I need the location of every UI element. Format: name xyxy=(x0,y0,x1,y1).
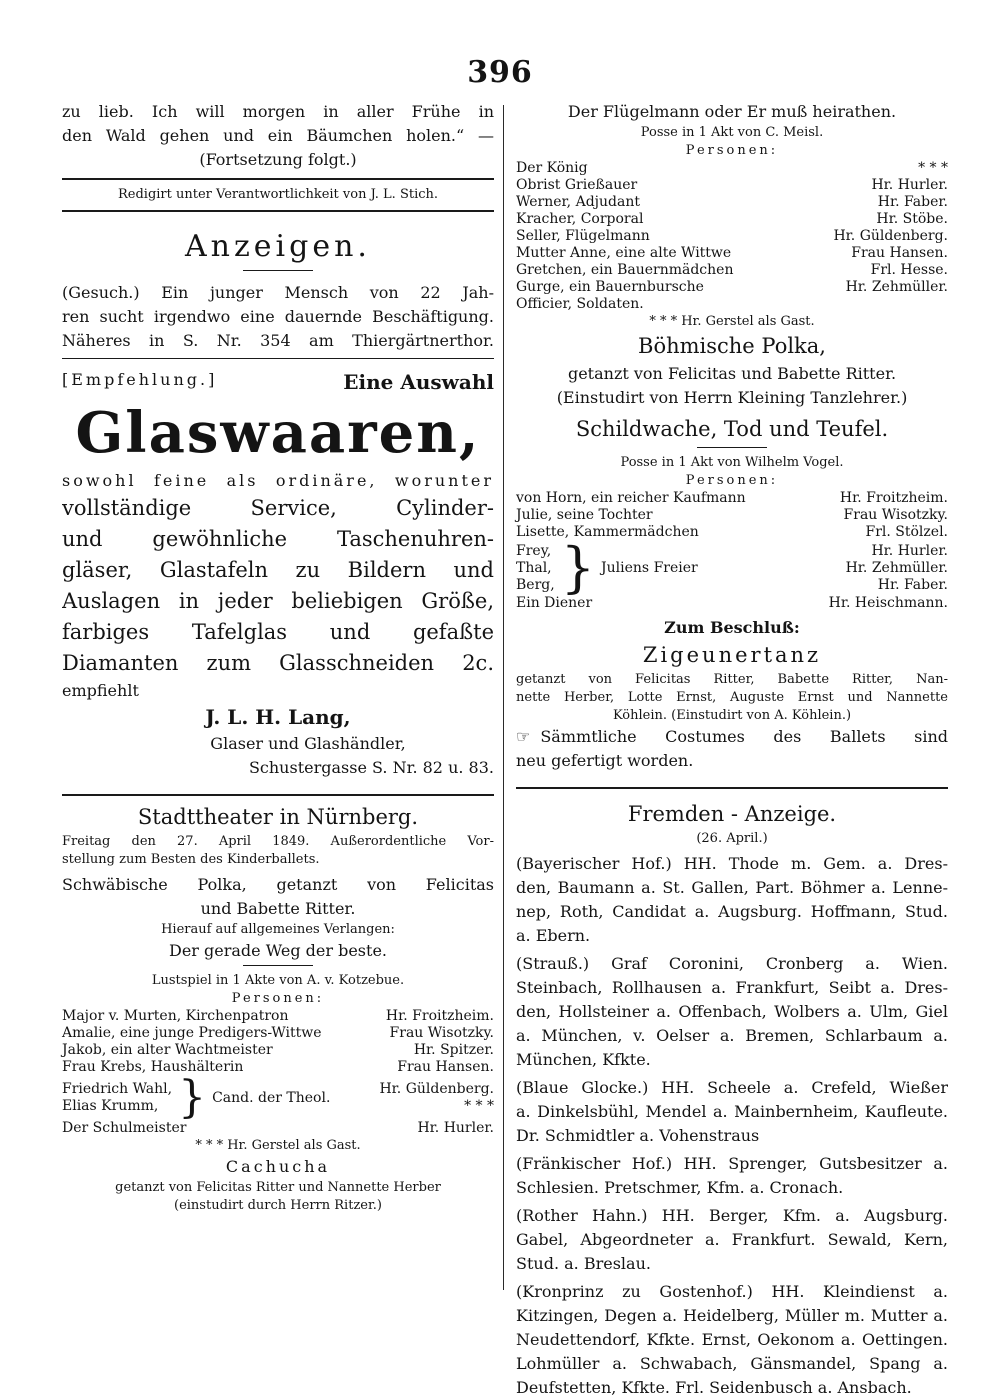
visitors-date: (26. April.) xyxy=(696,831,768,846)
pointing-hand-icon: ☞ xyxy=(516,727,531,746)
hotel-entry: (Fränkischer Hof.) HH. Sprenger, Gutsbesitzer a. xyxy=(516,1154,948,1173)
cast-row xyxy=(62,1042,494,1059)
cast-actor: Hr. Faber. xyxy=(877,194,948,210)
cast-row xyxy=(516,490,948,507)
story-text: zu lieb. Ich will morgen in aller Frühe in xyxy=(62,102,494,121)
cast-group-role: Cand. der Theol. xyxy=(212,1089,331,1106)
cast-role: Ein Diener xyxy=(516,595,593,611)
cast-actor: Frau Wisotzky. xyxy=(389,1025,494,1041)
cast-actor: Hr. Zehmüller. xyxy=(845,279,948,295)
ad-text: Auslagen in jeder beliebigen Größe, xyxy=(62,589,494,613)
hotel-entry: (Blaue Glocke.) HH. Scheele a. Crefeld, Wießer xyxy=(516,1078,948,1097)
dance-title: Zigeunertanz xyxy=(642,643,822,667)
play-subtitle: Posse in 1 Akt von C. Meisl. xyxy=(640,125,824,140)
ad-text: und gewöhnliche Taschenuhren- xyxy=(62,527,494,551)
cast-group xyxy=(516,536,948,599)
costume-text: Sämmtliche Costumes des Ballets sind xyxy=(540,727,948,746)
cast-row xyxy=(516,507,948,524)
dance-title: Böhmische Polka, xyxy=(638,334,826,358)
cast-actor: Hr. Faber. xyxy=(877,576,948,593)
cast-row xyxy=(516,279,948,296)
ad-headline: Eine Auswahl xyxy=(343,370,494,394)
brace-glyph: } xyxy=(178,1072,207,1123)
cast-role: Der König xyxy=(516,160,588,176)
brace-glyph: } xyxy=(560,536,596,599)
cast-actor: Frl. Hesse. xyxy=(870,262,948,278)
cast-role: Friedrich Wahl, xyxy=(62,1081,173,1097)
cast-actor: Frau Wisotzky. xyxy=(843,507,948,523)
cast-role: Thal, xyxy=(516,559,552,576)
cast-actor: * * * xyxy=(464,1098,494,1114)
cast-role: Amalie, eine junge Predigers-Wittwe xyxy=(62,1025,322,1041)
short-divider xyxy=(697,447,767,448)
cast-role: Seller, Flügelmann xyxy=(516,228,650,244)
finale-label: Zum Beschluß: xyxy=(664,618,800,637)
cast-row xyxy=(516,228,948,245)
play-subtitle: Lustspiel in 1 Akte von A. v. Kotzebue. xyxy=(151,973,405,988)
hotel-entry: a. Ebern. xyxy=(516,926,591,945)
cast-row xyxy=(516,160,948,177)
cast-actor: Hr. Güldenberg. xyxy=(379,1081,494,1097)
visitors-title: Fremden - Anzeige. xyxy=(627,802,837,826)
story-text: den Wald gehen und ein Bäumchen holen.“ — xyxy=(62,126,494,145)
cast-row xyxy=(516,211,948,228)
cast-role: Gretchen, ein Bauernmädchen xyxy=(516,262,734,278)
cast-role: Frau Krebs, Haushälterin xyxy=(62,1059,244,1075)
cast-role: Gurge, ein Bauernbursche xyxy=(516,279,704,295)
cast-role: Major v. Murten, Kirchenpatron xyxy=(62,1008,289,1024)
hotel-entry: Deufstetten, Kfkte. Frl. Seidenbusch a. Ansbach. xyxy=(516,1378,912,1397)
cast-actor: Hr. Heischmann. xyxy=(828,595,948,611)
hotel-entry: Schlesien. Pretschmer, Kfm. a. Cronach. xyxy=(516,1178,844,1197)
hotel-entry: a. Dinkelsbühl, Mendel a. Mainbernheim, Kaufleute. xyxy=(516,1102,948,1121)
personen-label: Personen: xyxy=(231,991,325,1006)
hotel-entry: Kitzingen, Degen a. Heidelberg, Müller m. Mutter a. xyxy=(516,1306,948,1325)
theatre-intro: Freitag den 27. April 1849. Außerordentliche Vor- xyxy=(62,834,494,849)
guest-line: * * * Hr. Gerstel als Gast. xyxy=(649,314,815,329)
cast-actor: Hr. Spitzer. xyxy=(413,1042,494,1058)
hotel-entry: Steinbach, Rollhausen a. Frankfurt, Seibt a. Dres- xyxy=(516,978,948,997)
cast-role: Berg, xyxy=(516,576,555,593)
cast-row xyxy=(62,1059,494,1076)
hotel-entry: München, Kfkte. xyxy=(516,1050,651,1069)
cast-role: Kracher, Corporal xyxy=(516,211,644,227)
cast-role: Officier, Soldaten. xyxy=(516,296,644,312)
divider xyxy=(62,210,494,212)
hotel-entry: Gabel, Abgeordneter a. Frankfurt. Sewald, Kern, xyxy=(516,1230,948,1249)
cast-role: Frey, xyxy=(516,542,552,559)
costume-text: neu gefertigt worden. xyxy=(516,751,694,770)
ad-header xyxy=(62,368,494,397)
cast-actor: Hr. Zehmüller. xyxy=(845,559,948,576)
divider xyxy=(62,178,494,180)
cast-actor: Hr. Froitzheim. xyxy=(385,1008,494,1024)
cast-row xyxy=(62,1120,494,1137)
short-divider xyxy=(243,965,313,966)
hierauf-line: Hierauf auf allgemeines Verlangen: xyxy=(161,922,395,937)
dance-line: nette Herber, Lotte Ernst, Auguste Ernst und Nannette xyxy=(516,690,948,705)
cast-row xyxy=(62,1025,494,1042)
hotel-entry: a. München, v. Oelser a. Bremen, Schlarbaum a. xyxy=(516,1026,948,1045)
ad-text: gläser, Glastafeln zu Bildern und xyxy=(62,558,494,582)
divider xyxy=(62,794,494,796)
play-title: Der Flügelmann oder Er muß heirathen. xyxy=(567,102,897,121)
cast-actor: Hr. Stöbe. xyxy=(876,211,948,227)
hotel-entry: Dr. Schmidtler a. Vohenstraus xyxy=(516,1126,760,1145)
cast-row xyxy=(516,194,948,211)
editor-line: Redigirt unter Verantwortlichkeit von J. L. Stich. xyxy=(117,187,439,202)
hotel-entry: den, Hollsteiner a. Offenbach, Wolbers a. Ulm, Giel xyxy=(516,1002,948,1021)
cast-role: Elias Krumm, xyxy=(62,1098,159,1114)
cast-row xyxy=(516,177,948,194)
seller-trade: Glaser und Glashändler, xyxy=(210,734,406,753)
ad-text: sowohl feine als ordinäre, worunter xyxy=(62,471,494,490)
cast-row xyxy=(516,296,948,313)
divider xyxy=(516,787,948,789)
ad-text: Näheres in S. Nr. 354 am Thiergärtnerthor. xyxy=(62,331,494,350)
column-divider xyxy=(503,105,504,1290)
cast-role: von Horn, ein reicher Kaufmann xyxy=(516,490,746,506)
cast-actor: Frl. Stölzel. xyxy=(865,524,948,540)
play-subtitle: Posse in 1 Akt von Wilhelm Vogel. xyxy=(620,455,844,470)
cast-group xyxy=(62,1072,494,1123)
personen-label: Personen: xyxy=(685,143,779,158)
polka-line: und Babette Ritter. xyxy=(200,899,356,918)
dance-title: Cachucha xyxy=(225,1157,331,1176)
cast-row xyxy=(62,1008,494,1025)
dance-line: getanzt von Felicitas Ritter und Nannette Herber xyxy=(115,1180,441,1195)
hotel-entry: den, Baumann a. St. Gallen, Part. Böhmer a. Lenne- xyxy=(516,878,948,897)
hotel-entry: (Bayerischer Hof.) HH. Thode m. Gem. a. Dres- xyxy=(516,854,948,873)
cast-role: Lisette, Kammermädchen xyxy=(516,524,699,540)
ad-text: vollständige Service, Cylinder- xyxy=(62,496,494,520)
announcements-title: Anzeigen. xyxy=(185,229,371,264)
dance-line: Köhlein. (Einstudirt von A. Köhlein.) xyxy=(612,708,852,723)
hotel-entry: (Rother Hahn.) HH. Berger, Kfm. a. Augsburg. xyxy=(516,1206,948,1225)
theatre-title: Stadttheater in Nürnberg. xyxy=(137,805,419,829)
cast-role: Julie, seine Tochter xyxy=(516,507,653,523)
cast-actor: Frau Hansen. xyxy=(851,245,948,261)
hotel-entry: (Kronprinz zu Gostenhof.) HH. Kleindienst a. xyxy=(516,1282,948,1301)
dance-line: (einstudirt durch Herrn Ritzer.) xyxy=(174,1198,382,1213)
cast-actor: Hr. Hurler. xyxy=(871,542,948,559)
glaswaaren-title: Glaswaaren, xyxy=(75,400,481,466)
page-number: 396 xyxy=(467,55,533,90)
personen-label: Personen: xyxy=(685,473,779,488)
short-divider xyxy=(243,270,313,271)
divider xyxy=(62,358,494,359)
cast-actor: Hr. Hurler. xyxy=(871,177,948,193)
hotel-entry: Stud. a. Breslau. xyxy=(516,1254,651,1273)
cast-actor: * * * xyxy=(918,160,948,176)
cast-role: Werner, Adjudant xyxy=(516,194,640,210)
cast-role: Obrist Grießauer xyxy=(516,177,638,193)
left-column xyxy=(62,100,494,1215)
ad-label: [Empfehlung.] xyxy=(62,370,218,389)
hotel-entry: nep, Roth, Candidat a. Augsburg. Hoffmann, Stud. xyxy=(516,902,948,921)
cast-role: Der Schulmeister xyxy=(62,1120,187,1136)
cast-actor: Frau Hansen. xyxy=(397,1059,494,1075)
ad-text: empfiehlt xyxy=(62,681,139,700)
play-title: Schildwache, Tod und Teufel. xyxy=(575,417,889,441)
right-column xyxy=(516,100,948,1400)
polka-line: Schwäbische Polka, getanzt von Felicitas xyxy=(62,875,494,894)
seller-address: Schustergasse S. Nr. 82 u. 83. xyxy=(248,758,494,777)
cast-group-role: Juliens Freier xyxy=(601,559,698,576)
cast-row xyxy=(516,595,948,612)
theatre-intro: stellung zum Besten des Kinderballets. xyxy=(62,852,320,867)
cast-actor: Hr. Froitzheim. xyxy=(839,490,948,506)
dance-line: (Einstudirt von Herrn Kleining Tanzlehrer.) xyxy=(556,388,908,407)
hotel-entry: Neudettendorf, Kfkte. Ernst, Oekonom a. Oettingen. xyxy=(516,1330,948,1349)
cast-actor: Hr. Hurler. xyxy=(417,1120,494,1136)
dance-line: getanzt von Felicitas und Babette Ritter. xyxy=(567,364,897,383)
ad-text: (Gesuch.) Ein junger Mensch von 22 Jah- xyxy=(62,283,494,302)
ad-text: farbiges Tafelglas und gefaßte xyxy=(62,620,494,644)
cast-role: Mutter Anne, eine alte Wittwe xyxy=(516,245,732,261)
continued-note: (Fortsetzung folgt.) xyxy=(199,150,357,169)
cast-row xyxy=(516,245,948,262)
ad-text: Diamanten zum Glasschneiden 2c. xyxy=(62,651,494,675)
seller-name: J. L. H. Lang, xyxy=(205,705,351,729)
cast-actor: Hr. Güldenberg. xyxy=(833,228,948,244)
guest-line: * * * Hr. Gerstel als Gast. xyxy=(195,1138,361,1153)
ad-text: ren sucht irgendwo eine dauernde Beschäftigung. xyxy=(62,307,494,326)
costume-note xyxy=(516,725,948,749)
hotel-entry: Lohmüller a. Schwabach, Gänsmandel, Spang a. xyxy=(516,1354,948,1373)
hotel-entry: (Strauß.) Graf Coronini, Cronberg a. Wien. xyxy=(516,954,948,973)
cast-role: Jakob, ein alter Wachtmeister xyxy=(62,1042,273,1058)
cast-row xyxy=(516,262,948,279)
dance-line: getanzt von Felicitas Ritter, Babette Ritter, Nan- xyxy=(516,672,948,687)
play-title: Der gerade Weg der beste. xyxy=(168,941,387,960)
